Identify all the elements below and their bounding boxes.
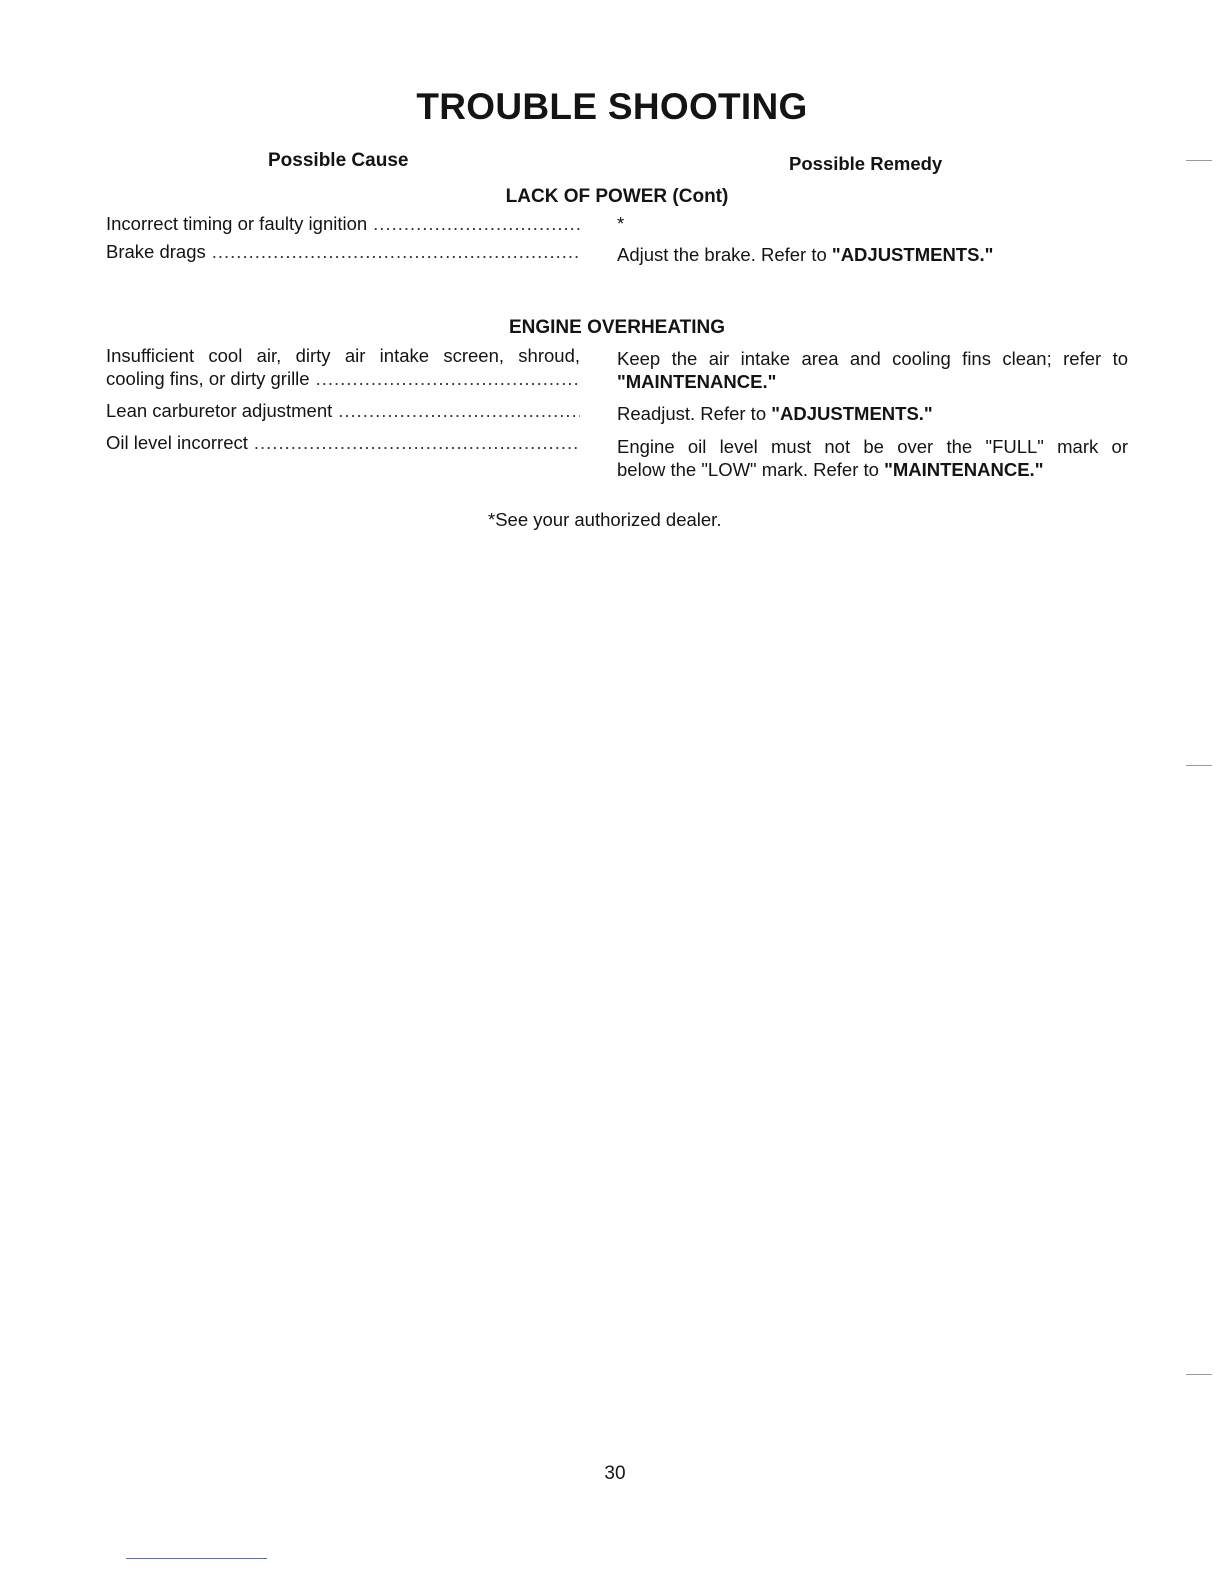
dot-leader <box>212 240 580 263</box>
cause-text: Lean carburetor adjustment <box>106 400 333 421</box>
cause-row <box>106 431 580 454</box>
remedy-text: Adjust the brake. Refer to <box>617 244 832 265</box>
remedy-row <box>617 435 1128 481</box>
cause-row <box>106 240 580 263</box>
cause-text: cooling fins, or dirty grille <box>106 368 310 389</box>
dot-leader <box>373 212 580 235</box>
scan-line-artifact <box>126 1558 267 1559</box>
dot-leader <box>316 367 580 390</box>
remedy-text: Engine oil level must not be over the "FULL" mark or <box>617 436 1128 457</box>
scan-edge-mark <box>1186 1374 1212 1375</box>
page-title: TROUBLE SHOOTING <box>416 86 808 127</box>
footnote: *See your authorized dealer. <box>488 509 722 530</box>
cause-row <box>106 212 580 235</box>
remedy-row <box>617 243 1128 266</box>
cause-row <box>106 344 580 390</box>
cause-row <box>106 399 580 422</box>
column-header-cause: Possible Cause <box>268 150 409 171</box>
scan-edge-mark <box>1186 765 1212 766</box>
cause-text-line-2 <box>106 367 580 390</box>
remedy-reference: "ADJUSTMENTS." <box>831 244 994 265</box>
remedy-row <box>617 347 1128 393</box>
remedy-reference: "MAINTENANCE." <box>884 459 1044 480</box>
remedy-text: * <box>617 213 625 234</box>
section-heading-engine-overheating: ENGINE OVERHEATING <box>508 317 726 338</box>
dot-leader <box>254 431 580 454</box>
page-number: 30 <box>604 1463 626 1484</box>
remedy-reference: "ADJUSTMENTS." <box>771 403 933 424</box>
remedy-text: Readjust. Refer to <box>617 403 772 424</box>
remedy-reference: "MAINTENANCE." <box>617 371 777 392</box>
dot-leader <box>338 399 580 422</box>
remedy-text: Keep the air intake area and cooling fins clean; refer to <box>617 348 1128 369</box>
cause-text: Incorrect timing or faulty ignition <box>106 213 368 234</box>
column-header-remedy: Possible Remedy <box>789 153 943 174</box>
remedy-row <box>617 212 1128 235</box>
section-heading-lack-of-power: LACK OF POWER (Cont) <box>505 186 729 207</box>
scan-edge-mark <box>1186 160 1212 161</box>
cause-text: Insufficient cool air, dirty air intake screen, shroud, <box>106 345 580 366</box>
cause-text: Brake drags <box>106 241 206 262</box>
remedy-row <box>617 402 1128 425</box>
cause-text: Oil level incorrect <box>106 432 248 453</box>
remedy-text: below the "LOW" mark. Refer to <box>617 459 885 480</box>
